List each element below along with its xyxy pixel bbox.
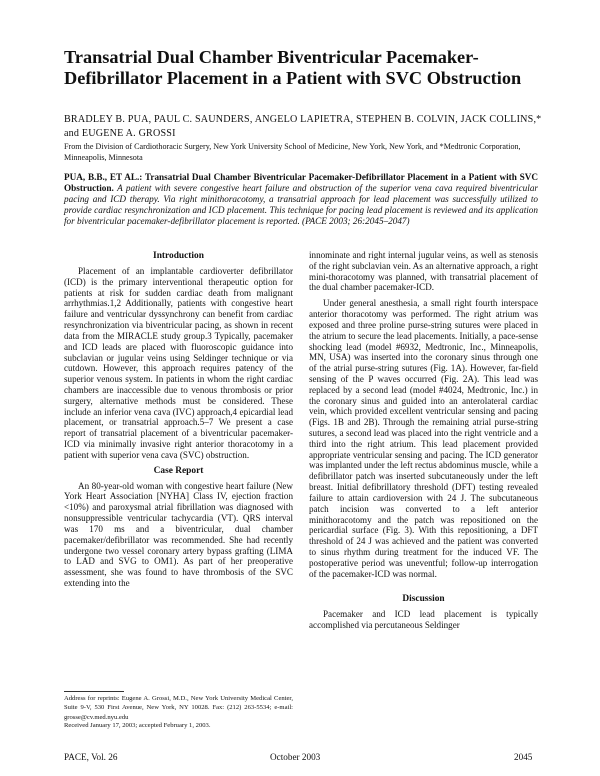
reprint-address-footnote: Address for reprints: Eugene A. Grossi, M.D., New York University Medical Center, Suite 9-V, 530 First Avenue, New York, NY 10028. Fax: (212) 263-5534; e-mail: grosse@cv.med.nyu.edu xyxy=(64,695,293,721)
case-continued-paragraph: innominate and right internal jugular veins, as well as stenosis of the right subclavian vein. As an alternative approach, a right mini-thoracotomy was planned, with transatrial placement of the dual chamber pacemaker-ICD. xyxy=(309,250,538,293)
introduction-paragraph: Placement of an implantable cardioverter defibrillator (ICD) is the primary interventional therapeutic option for patients at risk for sudden cardiac death from malignant arrhythmias.1,2 Additionally, patients with congestive heart failure and ventricular dyssynchrony can benefit from cardiac resynchronization via biventricular pacing, as shown in recent data from the MIRACLE study group.3 Typically, pacemaker and ICD leads are placed with fluoroscopic guidance into subclavian or jugular veins using Seldinger technique or via cutdown. However, this approach requires patency of the superior venous system. In patients in whom the right cardiac chambers are inaccessible due to venous thrombosis or prior surgery, alternative methods must be considered. These include an inferior vena cava (IVC) approach,4 epicardial lead placement, or transatrial approach.5–7 We present a case report of transatrial placement of a biventricular pacemaker-ICD via minimally invasive right anterior thoracotomy in a patient with superior vena cava (SVC) obstruction. xyxy=(64,266,293,460)
received-date: Received January 17, 2003; accepted February 1, 2003. xyxy=(64,722,211,729)
discussion-heading: Discussion xyxy=(402,594,445,605)
abstract-lead: PUA, B.B., ET AL.: Transatrial Dual Chamber Biventricular Pacemaker-Defibrillator Placement in a Patient with SVC Obstruction. xyxy=(64,172,538,194)
author-list: BRADLEY B. PUA, PAUL C. SAUNDERS, ANGELO LAPIETRA, STEPHEN B. COLVIN, JACK COLLINS,* and EUGENE A. GROSSI xyxy=(64,114,542,139)
footnote-rule xyxy=(64,691,124,692)
footer-date: October 2003 xyxy=(270,752,321,762)
article-title: Transatrial Dual Chamber Biventricular Pacemaker-Defibrillator Placement in a Patient with SVC Obstruction xyxy=(64,47,522,88)
discussion-paragraph: Pacemaker and ICD lead placement is typically accomplished via percutaneous Seldinger xyxy=(309,609,538,631)
left-column xyxy=(64,250,293,589)
abstract-body: A patient with severe congestive heart failure and obstruction of the superior vena cava required biventricular pacing and ICD therapy. Via right minithoracotomy, a transatrial approach for lead placement was successfully utilized to provide cardiac resynchronization and ICD placement. This technique for pacing lead placement is reviewed and its application for biventricular pacemaker-defibrillator placement is reported. (PACE 2003; 26:2045–2047) xyxy=(64,183,538,227)
footer-page-number: 2045 xyxy=(514,752,533,762)
introduction-heading: Introduction xyxy=(153,251,204,261)
affiliation: From the Division of Cardiothoracic Surgery, New York University School of Medicine, New York, New York, and *Medtronic Corporation, Minneapolis, Minnesota xyxy=(64,142,521,162)
right-column xyxy=(309,250,538,631)
footer-journal: PACE, Vol. 26 xyxy=(64,752,118,762)
case-report-paragraph: An 80-year-old woman with congestive heart failure (New York Heart Association [NYHA] Class IV, ejection fraction <10%) and paroxysmal atrial fibrillation was diagnosed with nonsuppressible ventricular tachycardia (VT). QRS interval was 170 ms and a biventricular, dual chamber pacemaker/defibrillator was recommended. She had recently undergone two vessel coronary artery bypass grafting (LIMA to LAD and SVG to OM1). As part of her preoperative assessment, she was found to have thrombosis of the SVC extending into the xyxy=(64,480,293,588)
case-report-heading: Case Report xyxy=(153,465,204,476)
abstract xyxy=(64,172,538,227)
procedure-paragraph: Under general anesthesia, a small right fourth interspace anterior thoracotomy was performed. The right atrium was exposed and three proline purse-string sutures were placed in the atrium to secure the lead placements. Initially, a pace-sense shocking lead (model #6932, Medtronic, Inc., Minneapolis, MN, USA) was inserted into the coronary sinus through one of the atrial purse-string sutures (Fig. 1A). However, far-field sensing of the P waves occurred (Fig. 2A). This lead was replaced by a second lead (model #4024, Medtronic, Inc.) in the coronary sinus and guided into an anterolateral cardiac vein, which provided excellent ventricular sensing and pacing (Figs. 1B and 2B). Through the remaining atrial purse-string sutures, a second lead was placed into the right ventricle and a third into the right atrium. This lead placement provided appropriate ventricular sensing and pacing. The ICD generator was implanted under the left rectus abdominus muscle, while a defibrillator patch was inserted subcutaneously under the left breast. Initial defibrillatory threshold (DFT) testing revealed failure to attain cardioversion with 24 J. The subcutaneous patch incision was converted to a left anterior minithoracotomy and the patch was repositioned on the pericardial surface (Fig. 3). With this repositioning, a DFT threshold of 24 J was achieved and the patient was converted to sinus rhythm during treatment for the induced VF. The postoperative period was uneventful; follow-up interrogation of the pacemaker-ICD was normal. xyxy=(309,298,538,579)
